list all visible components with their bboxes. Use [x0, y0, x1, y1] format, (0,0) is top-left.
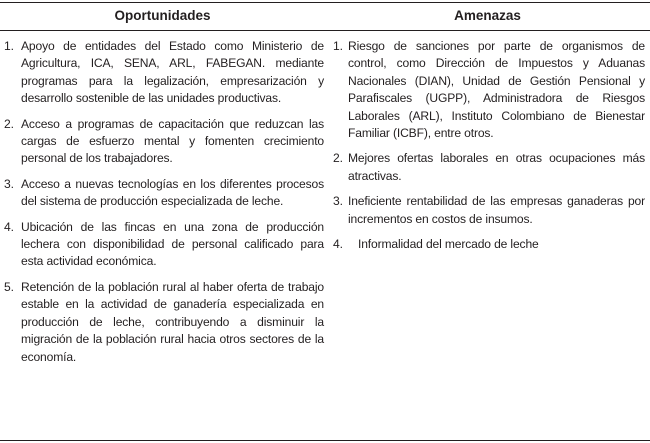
item-text: Mejores ofertas laborales en otras ocupaciones más atractivas.	[348, 151, 645, 183]
header-amenazas: Amenazas	[454, 8, 521, 23]
item-text: Apoyo de entidades del Estado como Ministerio de Agricultura, ICA, SENA, ARL, FABEGAN. mediante programas para la legalización, empresarización y desarrollo sostenible de las unidades productivas.	[21, 39, 324, 106]
item-number: 2.	[4, 116, 14, 131]
oportunidad-item	[4, 116, 324, 168]
item-number: 3.	[333, 194, 343, 209]
oportunidad-item	[4, 38, 324, 108]
item-text: Ineficiente rentabilidad de las empresas ganaderas por incrementos en costos de insumos.	[348, 194, 645, 226]
item-text: Acceso a nuevas tecnologías en los diferentes procesos del sistema de producción especializada de leche.	[21, 176, 324, 209]
item-text: Riesgo de sanciones por parte de organismos de control, como Dirección de Impuestos y Aduanas Nacionales (DIAN), Unidad de Gestión Pensional y Parafiscales (UGPP), Administradora de Riesgos Laborales (ARL), Instituto Colombiano de Bienestar Familiar (ICBF), entre otros.	[348, 39, 645, 141]
item-number: 4.	[4, 219, 14, 234]
item-number: 4.	[333, 237, 343, 252]
item-number: 1.	[333, 39, 343, 53]
oportunidades-column	[4, 38, 324, 366]
item-number: 1.	[4, 39, 14, 53]
bottom-rule	[0, 440, 650, 441]
item-text: Retención de la población rural al haber oferta de trabajo estable en la actividad de ganadería especializada en producción de leche, contribuyendo a disminuir la migración de la población rural hacia otros sectores de la economía.	[21, 279, 324, 364]
oportunidad-item	[4, 219, 324, 271]
amenaza-item	[333, 38, 645, 142]
item-text: Ubicación de las fincas en una zona de producción lechera con disponibilidad de personal calificado para esta actividad económica.	[21, 219, 324, 269]
amenaza-item	[333, 150, 645, 185]
item-number: 3.	[4, 176, 14, 191]
header-rule	[0, 30, 650, 31]
header-oportunidades: Oportunidades	[114, 8, 211, 23]
amenazas-column	[333, 38, 645, 253]
top-rule	[0, 2, 650, 3]
item-number: 2.	[333, 151, 343, 166]
oportunidad-item	[4, 279, 324, 366]
item-text: Informalidad del mercado de leche	[358, 237, 539, 252]
item-text: Acceso a programas de capacitación que reduzcan las cargas de esfuerzo mental y fomenten crecimiento personal de los trabajadores.	[21, 116, 324, 166]
amenaza-item	[333, 193, 645, 228]
amenaza-item	[333, 236, 645, 253]
item-number: 5.	[4, 279, 14, 294]
oportunidad-item	[4, 176, 324, 211]
